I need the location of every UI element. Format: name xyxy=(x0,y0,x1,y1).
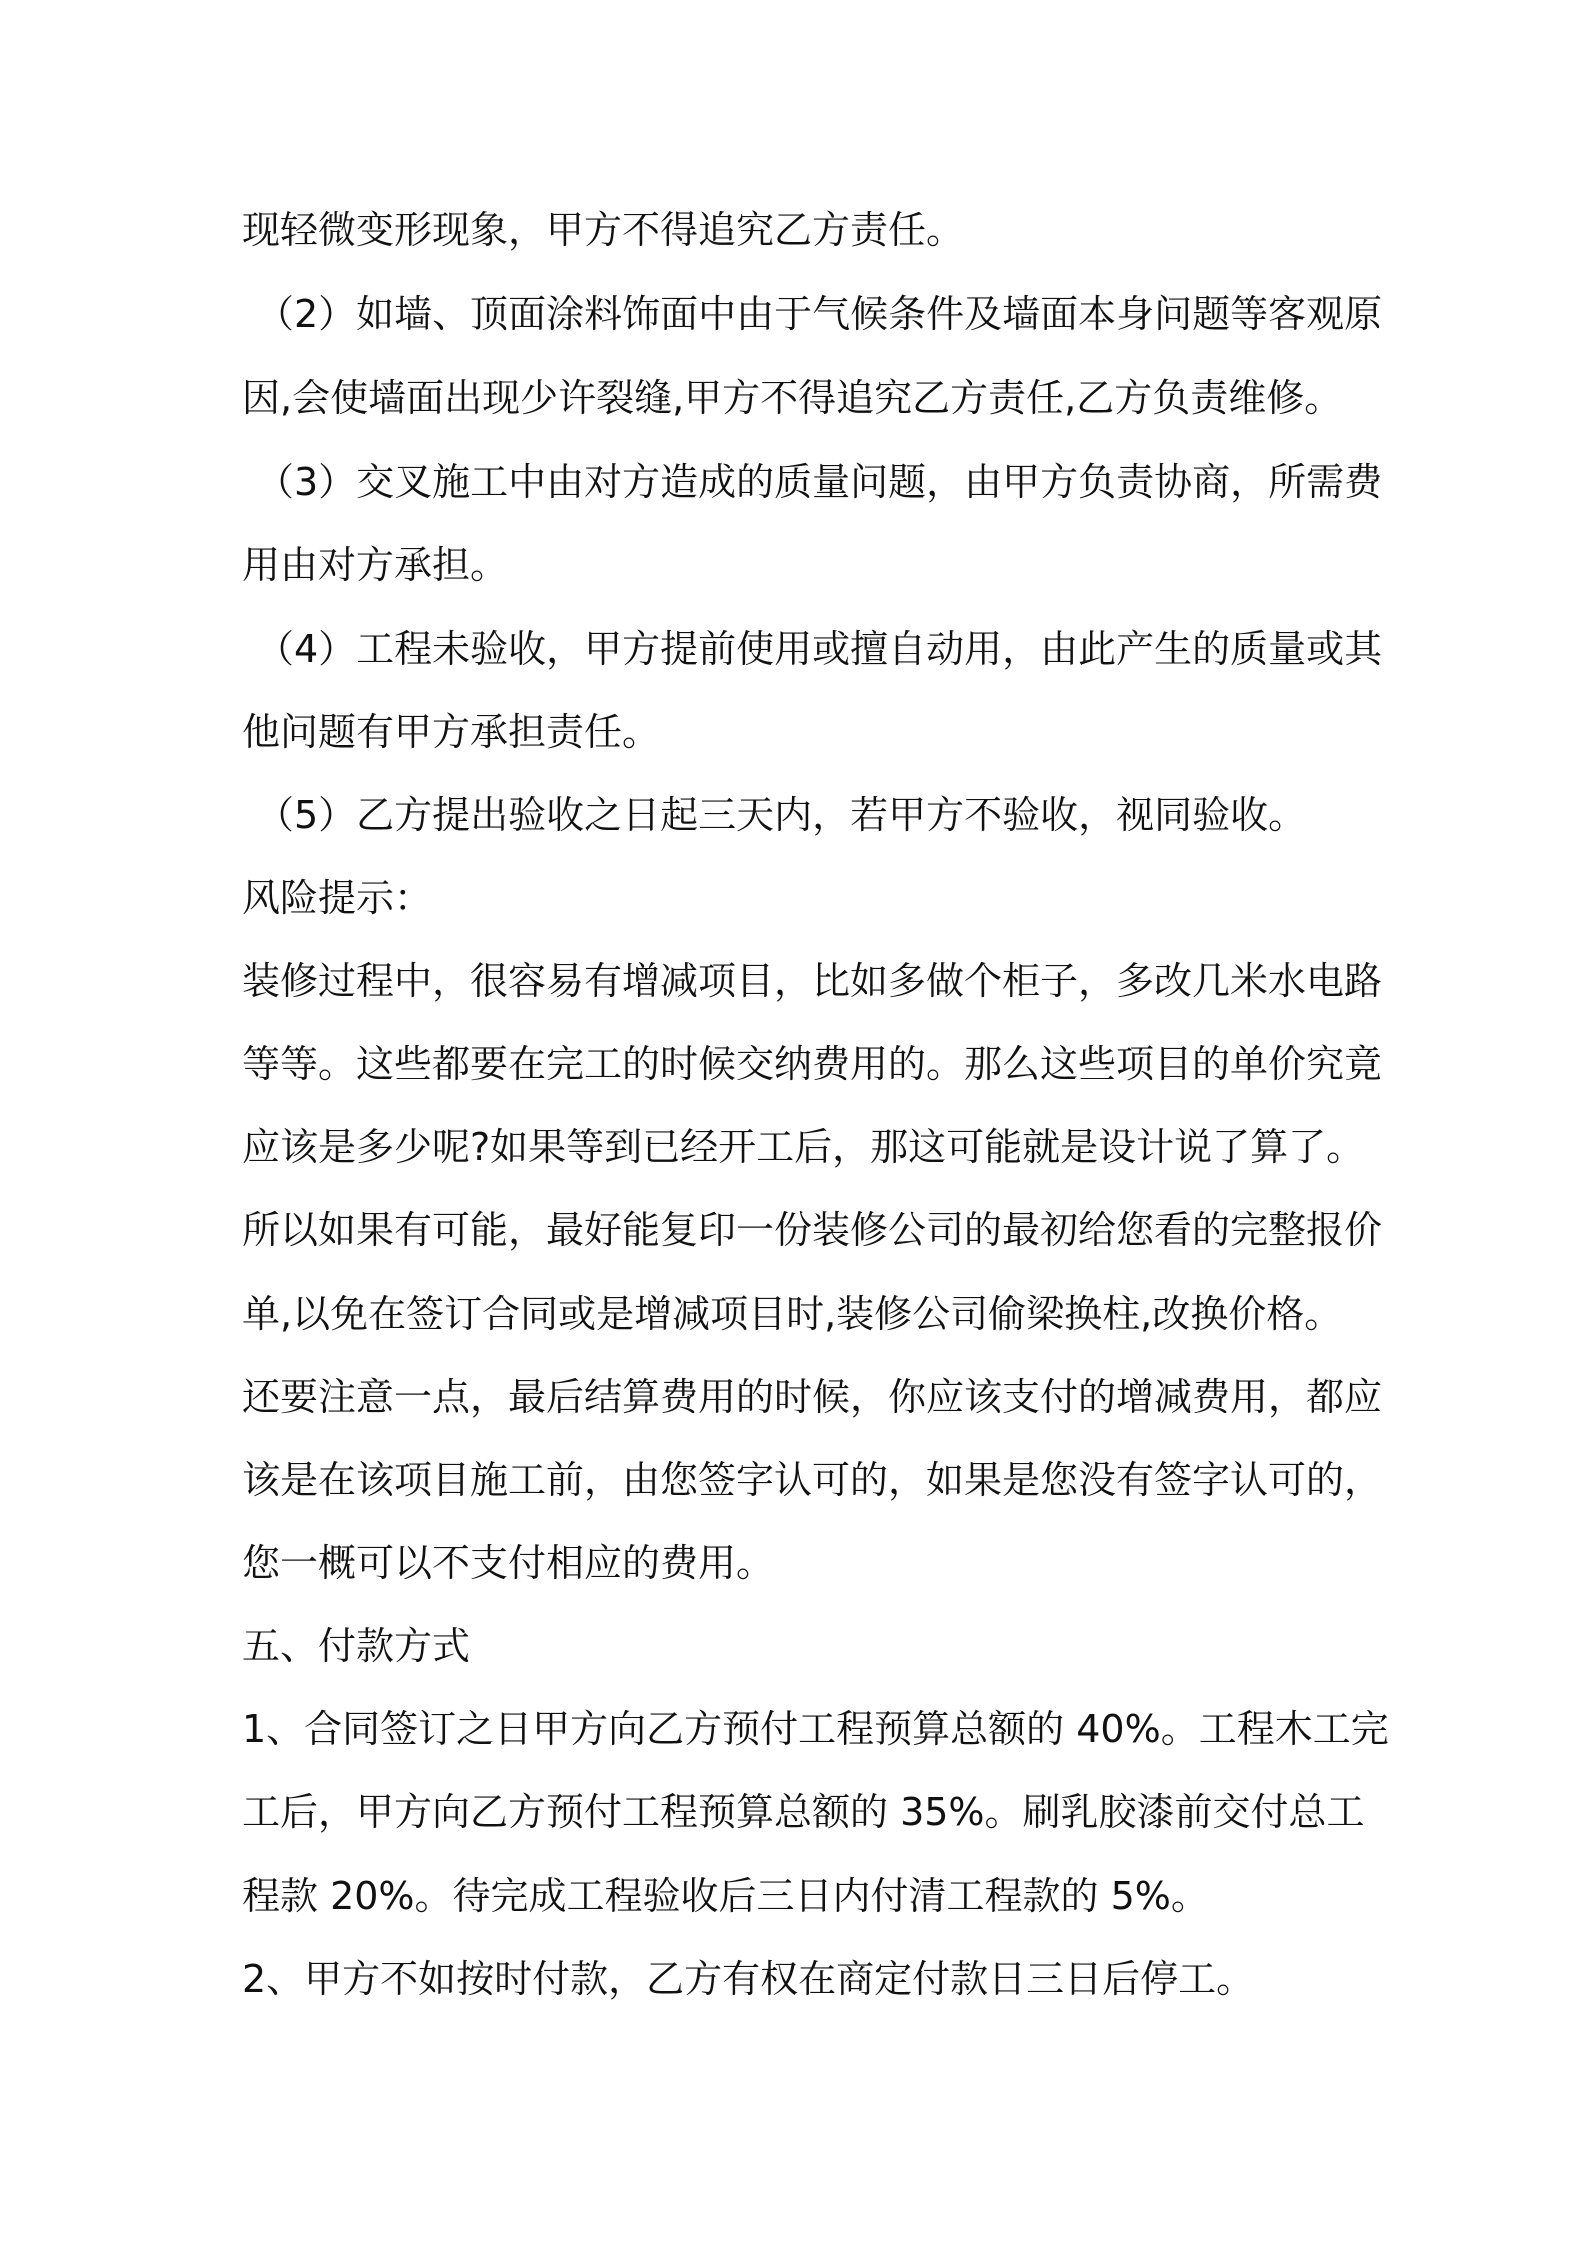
text-line-10: 装修过程中，很容易有增减项目，比如多做个柜子，多改几米水电路 xyxy=(242,959,1383,1003)
text-line-19: 1、合同签订之日甲方向乙方预付工程预算总额的 40%。工程木工完 xyxy=(242,1707,1389,1751)
text-line-11: 等等。这些都要在完工的时候交纳费用的。那么这些项目的单价究竟 xyxy=(242,1042,1383,1086)
text-line-14: 单,以免在签订合同或是增减项目时,装修公司偷梁换柱,改换价格。 xyxy=(242,1292,1343,1336)
text-line-5: 用由对方承担。 xyxy=(242,543,509,587)
text-line-6: （4）工程未验收，甲方提前使用或擅自动用，由此产生的质量或其 xyxy=(256,627,1383,671)
text-line-13: 所以如果有可能，最好能复印一份装修公司的最初给您看的完整报价 xyxy=(242,1208,1383,1252)
section-heading: 五、付款方式 xyxy=(242,1624,471,1668)
text-line-7: 他问题有甲方承担责任。 xyxy=(242,710,661,754)
text-line-9: 风险提示： xyxy=(242,876,433,920)
text-line-20: 工后，甲方向乙方预付工程预算总额的 35%。刷乳胶漆前交付总工 xyxy=(242,1790,1365,1834)
text-line-1: 现轻微变形现象，甲方不得追究乙方责任。 xyxy=(242,208,965,252)
text-line-22: 2、甲方不如按时付款，乙方有权在商定付款日三日后停工。 xyxy=(242,1957,1255,2001)
text-line-12: 应该是多少呢?如果等到已经开工后，那这可能就是设计说了算了。 xyxy=(242,1125,1365,1169)
text-line-15: 还要注意一点，最后结算费用的时候，你应该支付的增减费用，都应 xyxy=(242,1375,1383,1419)
text-line-21: 程款 20%。待完成工程验收后三日内付清工程款的 5%。 xyxy=(242,1874,1209,1918)
text-line-2: （2）如墙、顶面涂料饰面中由于气候条件及墙面本身问题等客观原 xyxy=(256,292,1383,336)
text-line-16: 该是在该项目施工前，由您签字认可的，如果是您没有签字认可的， xyxy=(242,1458,1383,1502)
text-line-4: （3）交叉施工中由对方造成的质量问题，由甲方负责协商，所需费 xyxy=(256,460,1383,504)
text-line-3: 因,会使墙面出现少许裂缝,甲方不得追究乙方责任,乙方负责维修。 xyxy=(242,376,1343,420)
text-line-8: （5）乙方提出验收之日起三天内，若甲方不验收，视同验收。 xyxy=(256,793,1307,837)
text-line-17: 您一概可以不支付相应的费用。 xyxy=(242,1541,775,1585)
